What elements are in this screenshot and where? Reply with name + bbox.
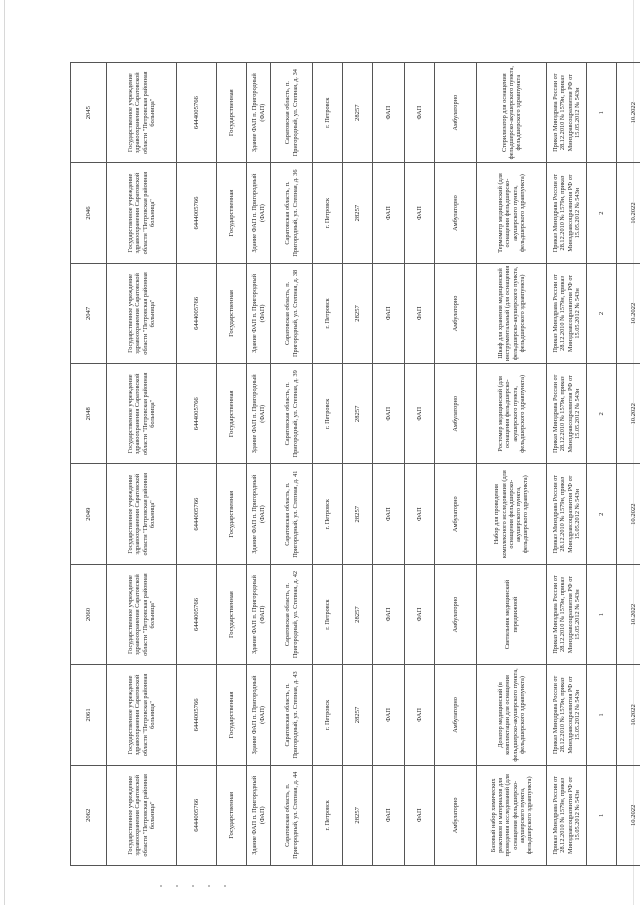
cell-care: Амбулаторно: [435, 364, 477, 464]
cell-city: г. Петровск: [313, 564, 343, 664]
cell-type1: ФАП: [373, 364, 405, 464]
cell-address: Саратовская область, п. Пригородный, ул. Степная, д. 39: [271, 364, 313, 464]
cell-address: Саратовская область, п. Пригородный, ул. Степная, д. 43: [271, 665, 313, 765]
cell-equipment: Стерилизатор для оснащения фельдшерско-акушерского пункта, фельдшерского здравпункта: [477, 63, 547, 163]
cell-ownership: Государственная: [217, 464, 247, 564]
cell-postcode: 28257: [343, 263, 373, 363]
cell-care: Амбулаторно: [435, 665, 477, 765]
rotated-table-frame: [70, 62, 637, 866]
cell-equipment: Дозатор медицинский (в комплектации для оснащения фельдшерско-акушерского пункта, фельдшерского здравпункта): [477, 665, 547, 765]
cell-type2: ФАП: [405, 63, 435, 163]
cell-address: Саратовская область, п. Пригородный, ул. Степная, д. 36: [271, 163, 313, 263]
cell-date: 10.2022: [617, 765, 640, 865]
cell-id: 2049: [71, 464, 107, 564]
cell-okpo: 6444005766: [177, 564, 217, 664]
cell-type2: ФАП: [405, 163, 435, 263]
cell-date: 10.2022: [617, 163, 640, 263]
cell-okpo: 6444005766: [177, 63, 217, 163]
cell-address: Саратовская область, п. Пригородный, ул. Степная, д. 44: [271, 765, 313, 865]
cell-ownership: Государственная: [217, 263, 247, 363]
cell-name: Здание ФАП п. Пригородный (ФАП): [247, 63, 271, 163]
equipment-register-table: [70, 62, 640, 866]
cell-type1: ФАП: [373, 63, 405, 163]
cell-care: Амбулаторно: [435, 765, 477, 865]
cell-type2: ФАП: [405, 765, 435, 865]
cell-qty: 1: [587, 564, 617, 664]
cell-postcode: 28257: [343, 464, 373, 564]
cell-name: Здание ФАП п. Пригородный (ФАП): [247, 765, 271, 865]
table-row-order: [547, 63, 587, 866]
cell-date: 10.2022: [617, 564, 640, 664]
cell-name: Здание ФАП п. Пригородный (ФАП): [247, 263, 271, 363]
cell-order: Приказ Минздрава России от 28.12.2010 № 1579н, приказ Минздравсоцразвития РФ от 15.05.2012 № 543н: [547, 564, 587, 664]
cell-okpo: 6444005766: [177, 765, 217, 865]
cell-equipment: Термометр медицинский (для оснащения фельдшерско-акушерского пункта, фельдшерского здравпункта): [477, 163, 547, 263]
scan-edge-left: [4, 0, 5, 905]
cell-order: Приказ Минздрава России от 28.12.2010 № 1579н, приказ Минздравсоцразвития РФ от 15.05.2012 № 543н: [547, 163, 587, 263]
cell-id: 2048: [71, 364, 107, 464]
cell-date: 10.2022: [617, 63, 640, 163]
cell-name: Здание ФАП п. Пригородный (ФАП): [247, 163, 271, 263]
table-row-type2: [405, 63, 435, 866]
table-row-date: [617, 63, 640, 866]
cell-ownership: Государственная: [217, 364, 247, 464]
cell-okpo: 6444005766: [177, 464, 217, 564]
cell-address: Саратовская область, п. Пригородный, ул. Степная, д. 41: [271, 464, 313, 564]
table-row-ownership: [217, 63, 247, 866]
cell-okpo: 6444005766: [177, 364, 217, 464]
cell-city: г. Петровск: [313, 464, 343, 564]
cell-id: 2060: [71, 564, 107, 664]
cell-order: Приказ Минздрава России от 28.12.2010 № 1579н, приказ Минздравсоцразвития РФ от 15.05.2012 № 543н: [547, 364, 587, 464]
cell-type1: ФАП: [373, 665, 405, 765]
cell-okpo: 6444005766: [177, 163, 217, 263]
table-row-owner: [107, 63, 177, 866]
cell-okpo: 6444005766: [177, 263, 217, 363]
cell-date: 10.2022: [617, 665, 640, 765]
cell-care: Амбулаторно: [435, 464, 477, 564]
cell-owner: Государственное учреждение здравоохранения Саратовской области "Петровская районная больница": [107, 63, 177, 163]
cell-type2: ФАП: [405, 464, 435, 564]
cell-order: Приказ Минздрава России от 28.12.2010 № 1579н, приказ Минздравсоцразвития РФ от 15.05.2012 № 543н: [547, 263, 587, 363]
cell-id: 2062: [71, 765, 107, 865]
cell-ownership: Государственная: [217, 665, 247, 765]
cell-type1: ФАП: [373, 263, 405, 363]
cell-address: Саратовская область, п. Пригородный, ул. Степная, д. 42: [271, 564, 313, 664]
cell-city: г. Петровск: [313, 665, 343, 765]
cell-id: 2045: [71, 63, 107, 163]
cell-equipment: Шкаф для хранения медицинской инструментальный (для оснащения фельдшерско-акушерского пункта, фельдшерского здравпункта): [477, 263, 547, 363]
cell-postcode: 28257: [343, 163, 373, 263]
table-row-qty: [587, 63, 617, 866]
cell-owner: Государственное учреждение здравоохранения Саратовской области "Петровская районная больница": [107, 163, 177, 263]
table-row-name: [247, 63, 271, 866]
cell-id: 2046: [71, 163, 107, 263]
cell-care: Амбулаторно: [435, 564, 477, 664]
cell-postcode: 28257: [343, 364, 373, 464]
cell-care: Амбулаторно: [435, 163, 477, 263]
cell-owner: Государственное учреждение здравоохранения Саратовской области "Петровская районная больница": [107, 364, 177, 464]
cell-care: Амбулаторно: [435, 63, 477, 163]
cell-qty: 2: [587, 364, 617, 464]
cell-type1: ФАП: [373, 163, 405, 263]
cell-qty: 1: [587, 765, 617, 865]
cell-owner: Государственное учреждение здравоохранения Саратовской области "Петровская районная больница": [107, 665, 177, 765]
rotated-table-area: [70, 62, 637, 866]
table-row-id: [71, 63, 107, 866]
cell-equipment: Набор для проведения комплексного исследования (для оснащения фельдшерско-акушерского пункта, фельдшерского здравпункта): [477, 464, 547, 564]
cell-type1: ФАП: [373, 765, 405, 865]
cell-postcode: 28257: [343, 63, 373, 163]
cell-address: Саратовская область, п. Пригородный, ул. Степная, д. 34: [271, 63, 313, 163]
cell-ownership: Государственная: [217, 63, 247, 163]
cell-city: г. Петровск: [313, 163, 343, 263]
cell-owner: Государственное учреждение здравоохранения Саратовской области "Петровская районная больница": [107, 263, 177, 363]
scan-noise: [160, 874, 300, 878]
cell-name: Здание ФАП п. Пригородный (ФАП): [247, 464, 271, 564]
cell-city: г. Петровск: [313, 364, 343, 464]
cell-qty: 2: [587, 263, 617, 363]
cell-qty: 1: [587, 665, 617, 765]
cell-qty: 2: [587, 163, 617, 263]
cell-order: Приказ Минздрава России от 28.12.2010 № 1579н, приказ Минздравсоцразвития РФ от 15.05.2012 № 543н: [547, 63, 587, 163]
cell-id: 2061: [71, 665, 107, 765]
cell-city: г. Петровск: [313, 765, 343, 865]
cell-ownership: Государственная: [217, 564, 247, 664]
cell-city: г. Петровск: [313, 63, 343, 163]
table-row-equipment: [477, 63, 547, 866]
cell-city: г. Петровск: [313, 263, 343, 363]
cell-owner: Государственное учреждение здравоохранения Саратовской области "Петровская районная больница": [107, 564, 177, 664]
cell-type2: ФАП: [405, 263, 435, 363]
cell-postcode: 28257: [343, 665, 373, 765]
cell-order: Приказ Минздрава России от 28.12.2010 № 1579н, приказ Минздравсоцразвития РФ от 15.05.2012 № 543н: [547, 765, 587, 865]
cell-owner: Государственное учреждение здравоохранения Саратовской области "Петровская районная больница": [107, 765, 177, 865]
cell-okpo: 6444005766: [177, 665, 217, 765]
cell-type2: ФАП: [405, 665, 435, 765]
cell-name: Здание ФАП п. Пригородный (ФАП): [247, 665, 271, 765]
cell-type1: ФАП: [373, 564, 405, 664]
cell-type1: ФАП: [373, 464, 405, 564]
cell-date: 10.2022: [617, 464, 640, 564]
table-row-type1: [373, 63, 405, 866]
cell-name: Здание ФАП п. Пригородный (ФАП): [247, 564, 271, 664]
cell-postcode: 28257: [343, 765, 373, 865]
cell-care: Амбулаторно: [435, 263, 477, 363]
cell-equipment: Светильник медицинский передвижной: [477, 564, 547, 664]
cell-ownership: Государственная: [217, 765, 247, 865]
cell-postcode: 28257: [343, 564, 373, 664]
cell-type2: ФАП: [405, 564, 435, 664]
table-row-care: [435, 63, 477, 866]
cell-order: Приказ Минздрава России от 28.12.2010 № 1579н, приказ Минздравсоцразвития РФ от 15.05.2012 № 543н: [547, 665, 587, 765]
register-table-body: [71, 63, 640, 866]
cell-qty: 2: [587, 464, 617, 564]
cell-name: Здание ФАП п. Пригородный (ФАП): [247, 364, 271, 464]
cell-date: 10.2022: [617, 263, 640, 363]
cell-ownership: Государственная: [217, 163, 247, 263]
table-row-okpo: [177, 63, 217, 866]
cell-order: Приказ Минздрава России от 28.12.2010 № 1579н, приказ Минздравсоцразвития РФ от 15.05.2012 № 543н: [547, 464, 587, 564]
cell-id: 2047: [71, 263, 107, 363]
table-row-postcode: [343, 63, 373, 866]
cell-date: 10.2022: [617, 364, 640, 464]
cell-equipment: Ростомер медицинский (для оснащения фельдшерско-акушерского пункта, фельдшерского здравпункта): [477, 364, 547, 464]
table-row-address: [271, 63, 313, 866]
cell-owner: Государственное учреждение здравоохранения Саратовской области "Петровская районная больница": [107, 464, 177, 564]
cell-address: Саратовская область, п. Пригородный, ул. Степная, д. 38: [271, 263, 313, 363]
table-row-city: [313, 63, 343, 866]
cell-equipment: Базовый набор химических реактивов и материалов для проведения исследований (для оснащения фельдшерско-акушерского пункта, фельдшерского здравпункта): [477, 765, 547, 865]
cell-qty: 1: [587, 63, 617, 163]
cell-type2: ФАП: [405, 364, 435, 464]
